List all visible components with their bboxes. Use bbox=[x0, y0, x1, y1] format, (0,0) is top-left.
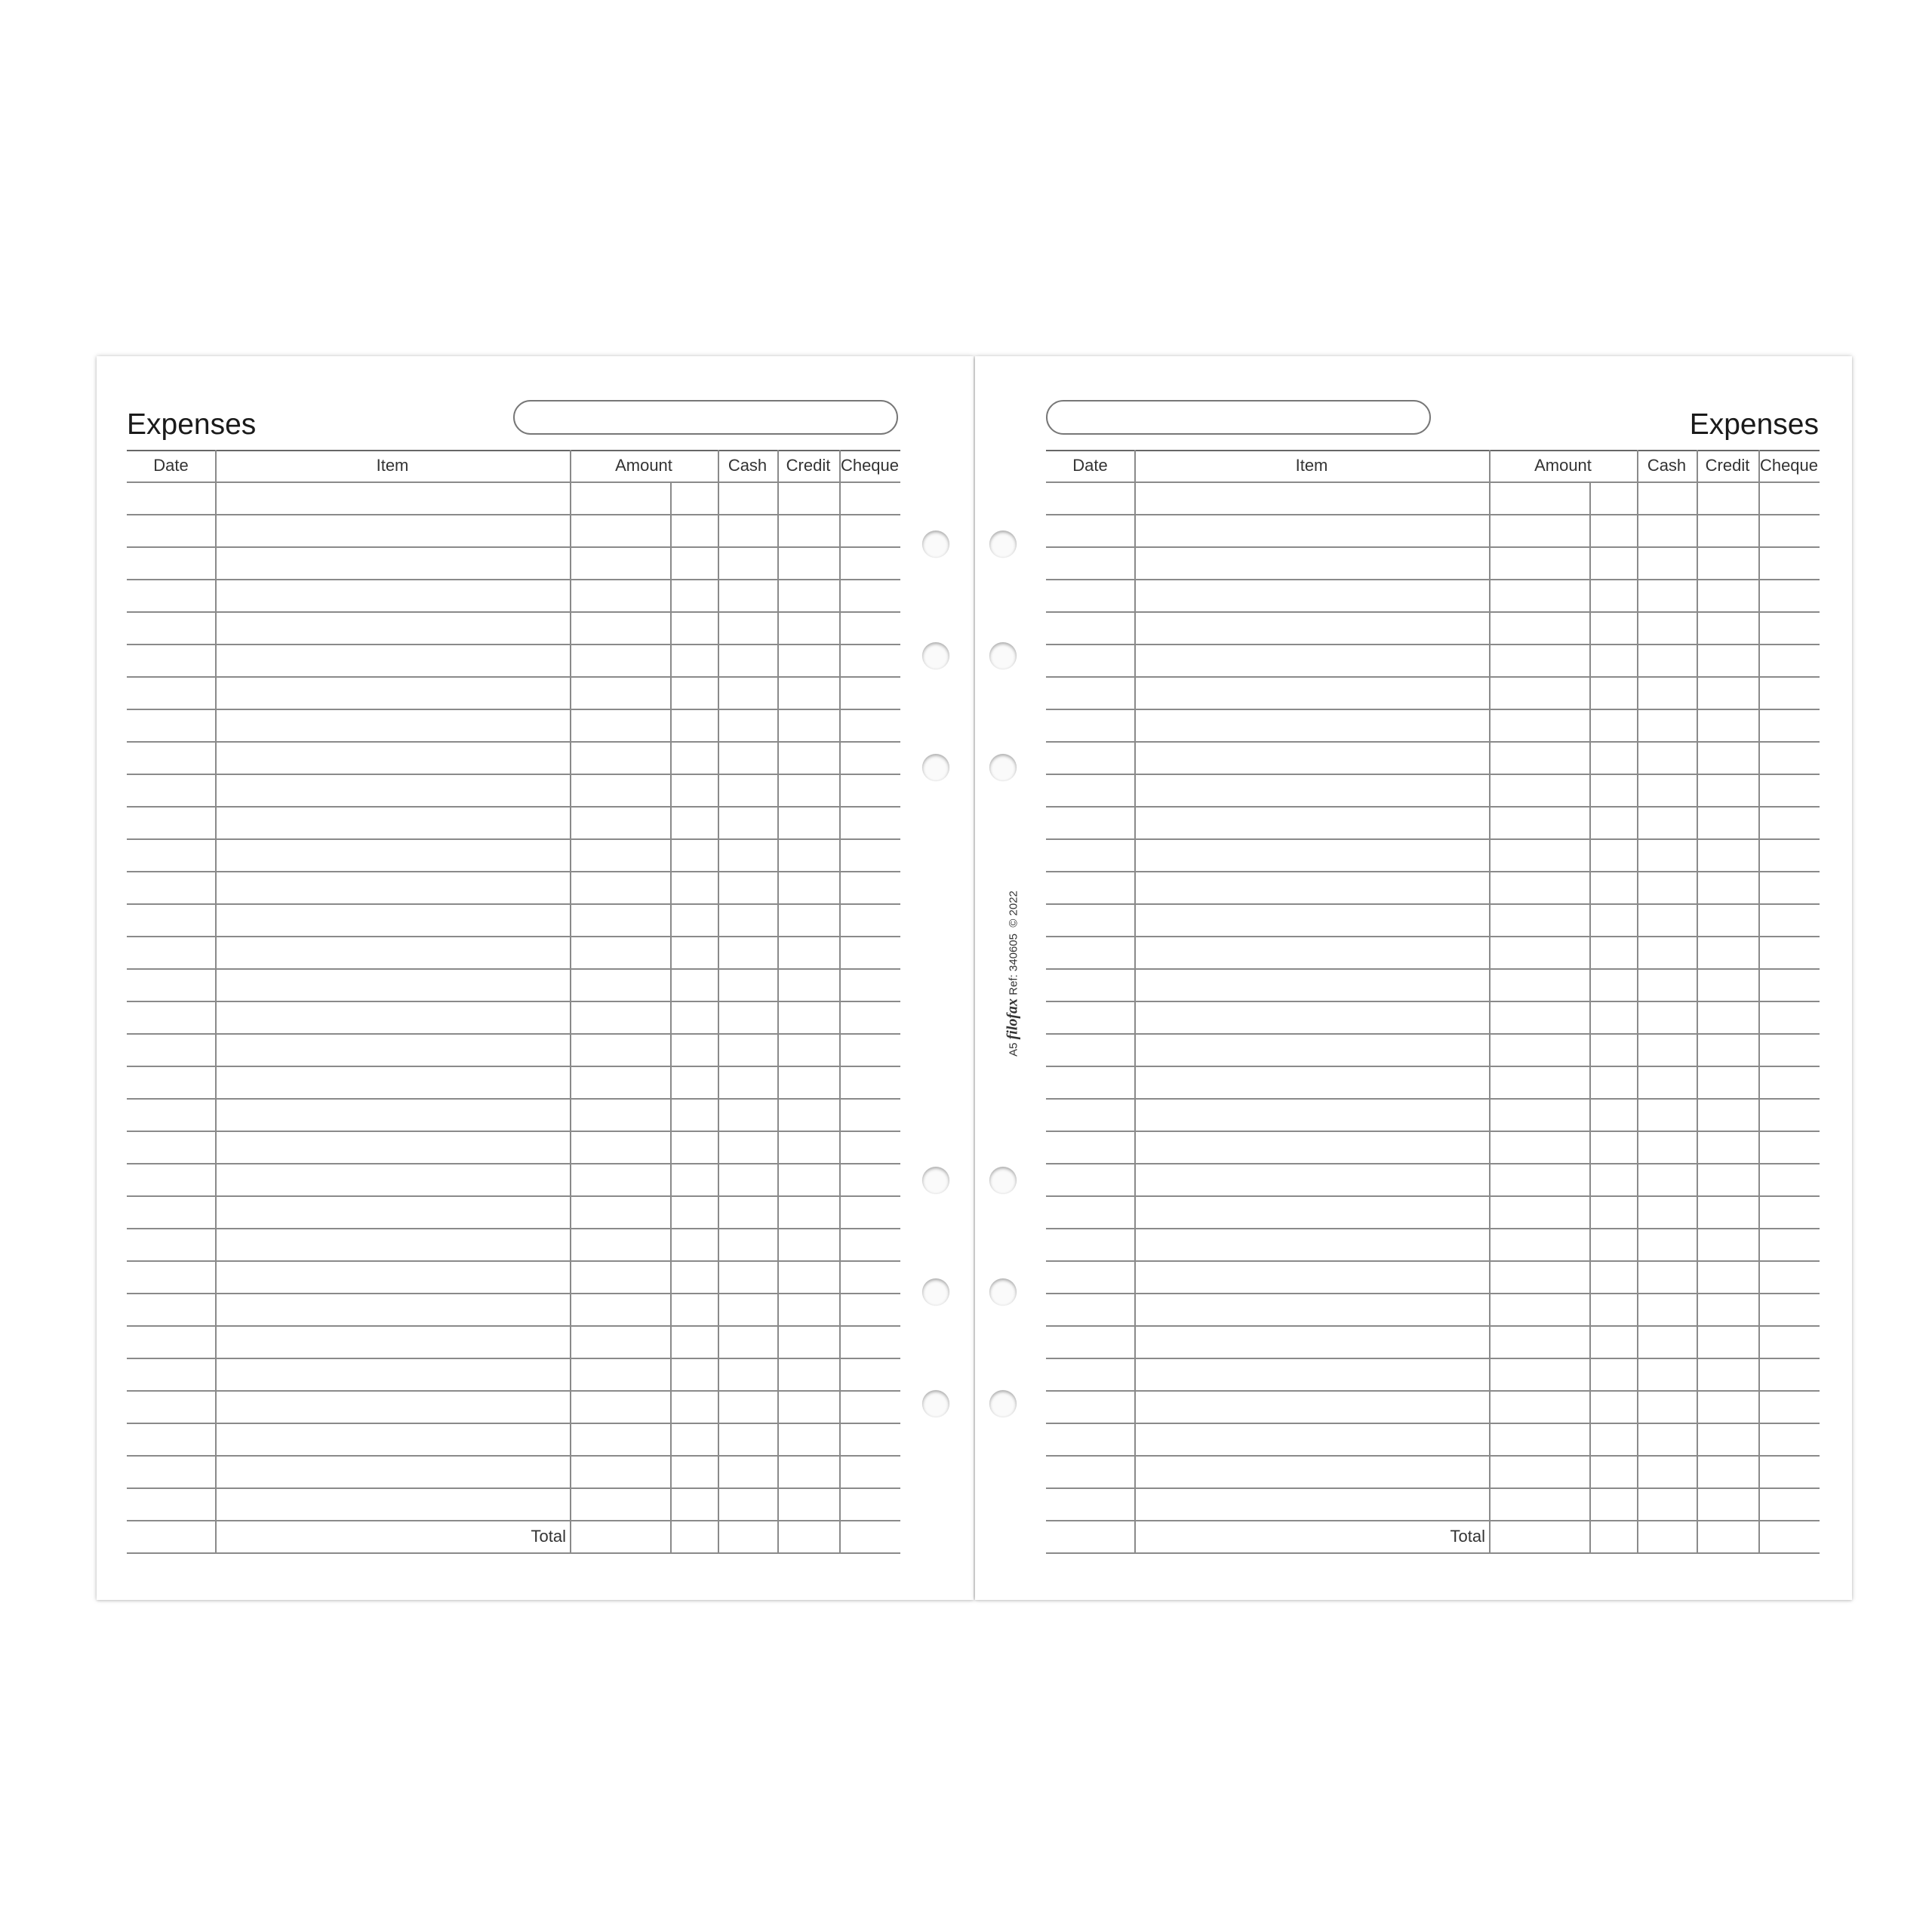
row-rule bbox=[127, 1487, 900, 1489]
total-label: Total bbox=[531, 1527, 566, 1546]
row-rule bbox=[1046, 514, 1820, 515]
row-rule bbox=[1046, 1098, 1820, 1100]
row-rule bbox=[1046, 1001, 1820, 1002]
punch-hole bbox=[922, 531, 949, 558]
column-divider bbox=[1489, 450, 1491, 1552]
row-rule bbox=[127, 1520, 900, 1521]
row-rule bbox=[127, 1293, 900, 1294]
row-rule bbox=[1046, 1390, 1820, 1392]
punch-hole bbox=[922, 1167, 949, 1194]
column-divider bbox=[1697, 450, 1698, 1552]
expenses-table-right bbox=[1046, 450, 1820, 1556]
punch-hole bbox=[922, 754, 949, 781]
column-divider bbox=[839, 450, 841, 1552]
column-header-amount: Amount bbox=[1534, 456, 1592, 475]
row-rule bbox=[127, 1260, 900, 1262]
column-header-cash: Cash bbox=[728, 456, 768, 475]
punch-hole bbox=[989, 1278, 1017, 1306]
row-rule bbox=[127, 514, 900, 515]
row-rule bbox=[1046, 838, 1820, 840]
column-divider bbox=[1637, 450, 1638, 1552]
header-rule bbox=[127, 481, 900, 483]
column-header-amount: Amount bbox=[615, 456, 672, 475]
punch-hole bbox=[989, 1167, 1017, 1194]
table-top-rule bbox=[127, 450, 900, 451]
row-rule bbox=[1046, 1163, 1820, 1164]
column-divider bbox=[670, 481, 672, 1552]
column-header-date: Date bbox=[1072, 456, 1108, 475]
punch-hole bbox=[989, 754, 1017, 781]
column-header-item: Item bbox=[1295, 456, 1328, 475]
row-rule bbox=[127, 1163, 900, 1164]
row-rule bbox=[1046, 1520, 1820, 1521]
column-header-cash: Cash bbox=[1647, 456, 1687, 475]
punch-hole bbox=[989, 642, 1017, 669]
column-divider bbox=[1134, 450, 1136, 1552]
column-divider bbox=[215, 450, 217, 1552]
row-rule bbox=[1046, 546, 1820, 548]
row-rule bbox=[1046, 1293, 1820, 1294]
row-rule bbox=[127, 806, 900, 808]
column-divider bbox=[570, 450, 571, 1552]
punch-hole bbox=[922, 642, 949, 669]
column-header-item: Item bbox=[376, 456, 409, 475]
row-rule bbox=[1046, 806, 1820, 808]
column-header-cheque: Cheque bbox=[840, 456, 900, 475]
row-rule bbox=[127, 903, 900, 905]
row-rule bbox=[1046, 1131, 1820, 1132]
row-rule bbox=[1046, 709, 1820, 710]
column-divider bbox=[1589, 481, 1591, 1552]
printer-imprint bbox=[1004, 891, 1022, 1057]
label-field-right[interactable] bbox=[1046, 400, 1431, 435]
table-top-rule bbox=[1046, 450, 1820, 451]
imprint-ref: Ref: 340605 bbox=[1007, 934, 1020, 995]
row-rule bbox=[127, 1228, 900, 1229]
row-rule bbox=[127, 1033, 900, 1035]
row-rule bbox=[1046, 871, 1820, 872]
brand-logo: filofax bbox=[1004, 998, 1021, 1040]
column-header-credit: Credit bbox=[786, 456, 831, 475]
punch-hole bbox=[989, 1390, 1017, 1417]
row-rule bbox=[127, 838, 900, 840]
row-rule bbox=[127, 709, 900, 710]
row-rule bbox=[1046, 968, 1820, 970]
punch-hole bbox=[922, 1278, 949, 1306]
row-rule bbox=[1046, 1260, 1820, 1262]
row-rule bbox=[127, 1358, 900, 1359]
row-rule bbox=[1046, 579, 1820, 580]
row-rule bbox=[1046, 1066, 1820, 1067]
row-rule bbox=[1046, 1195, 1820, 1197]
header-rule bbox=[1046, 481, 1820, 483]
column-header-cheque: Cheque bbox=[1759, 456, 1819, 475]
row-rule bbox=[127, 1195, 900, 1197]
row-rule bbox=[1046, 1228, 1820, 1229]
row-rule bbox=[127, 936, 900, 937]
page-title-left: Expenses bbox=[127, 408, 257, 441]
punch-hole bbox=[989, 531, 1017, 558]
row-rule bbox=[127, 1001, 900, 1002]
row-rule bbox=[127, 871, 900, 872]
row-rule bbox=[127, 741, 900, 743]
row-rule bbox=[127, 546, 900, 548]
total-label: Total bbox=[1450, 1527, 1485, 1546]
row-rule bbox=[127, 1455, 900, 1457]
row-rule bbox=[1046, 903, 1820, 905]
row-rule bbox=[1046, 1455, 1820, 1457]
row-rule bbox=[1046, 1552, 1820, 1554]
row-rule bbox=[127, 611, 900, 613]
row-rule bbox=[1046, 774, 1820, 775]
row-rule bbox=[127, 676, 900, 678]
column-divider bbox=[777, 450, 779, 1552]
row-rule bbox=[127, 1390, 900, 1392]
row-rule bbox=[127, 1423, 900, 1424]
imprint-copyright: © 2022 bbox=[1007, 891, 1020, 928]
row-rule bbox=[1046, 676, 1820, 678]
punch-hole bbox=[922, 1390, 949, 1417]
imprint-size: A5 bbox=[1007, 1042, 1020, 1057]
row-rule bbox=[127, 1098, 900, 1100]
row-rule bbox=[127, 1131, 900, 1132]
row-rule bbox=[1046, 644, 1820, 645]
column-divider bbox=[1758, 450, 1760, 1552]
row-rule bbox=[1046, 1033, 1820, 1035]
row-rule bbox=[1046, 1358, 1820, 1359]
row-rule bbox=[127, 644, 900, 645]
row-rule bbox=[1046, 741, 1820, 743]
label-field-left[interactable] bbox=[513, 400, 898, 435]
page-title-right: Expenses bbox=[1689, 408, 1819, 441]
row-rule bbox=[1046, 1423, 1820, 1424]
column-divider bbox=[718, 450, 719, 1552]
column-header-date: Date bbox=[153, 456, 189, 475]
row-rule bbox=[127, 1066, 900, 1067]
row-rule bbox=[127, 1552, 900, 1554]
row-rule bbox=[127, 579, 900, 580]
row-rule bbox=[1046, 1487, 1820, 1489]
expenses-table-left bbox=[127, 450, 900, 1556]
row-rule bbox=[127, 968, 900, 970]
row-rule bbox=[1046, 611, 1820, 613]
row-rule bbox=[127, 1325, 900, 1327]
column-header-credit: Credit bbox=[1705, 456, 1750, 475]
row-rule bbox=[127, 774, 900, 775]
row-rule bbox=[1046, 936, 1820, 937]
row-rule bbox=[1046, 1325, 1820, 1327]
